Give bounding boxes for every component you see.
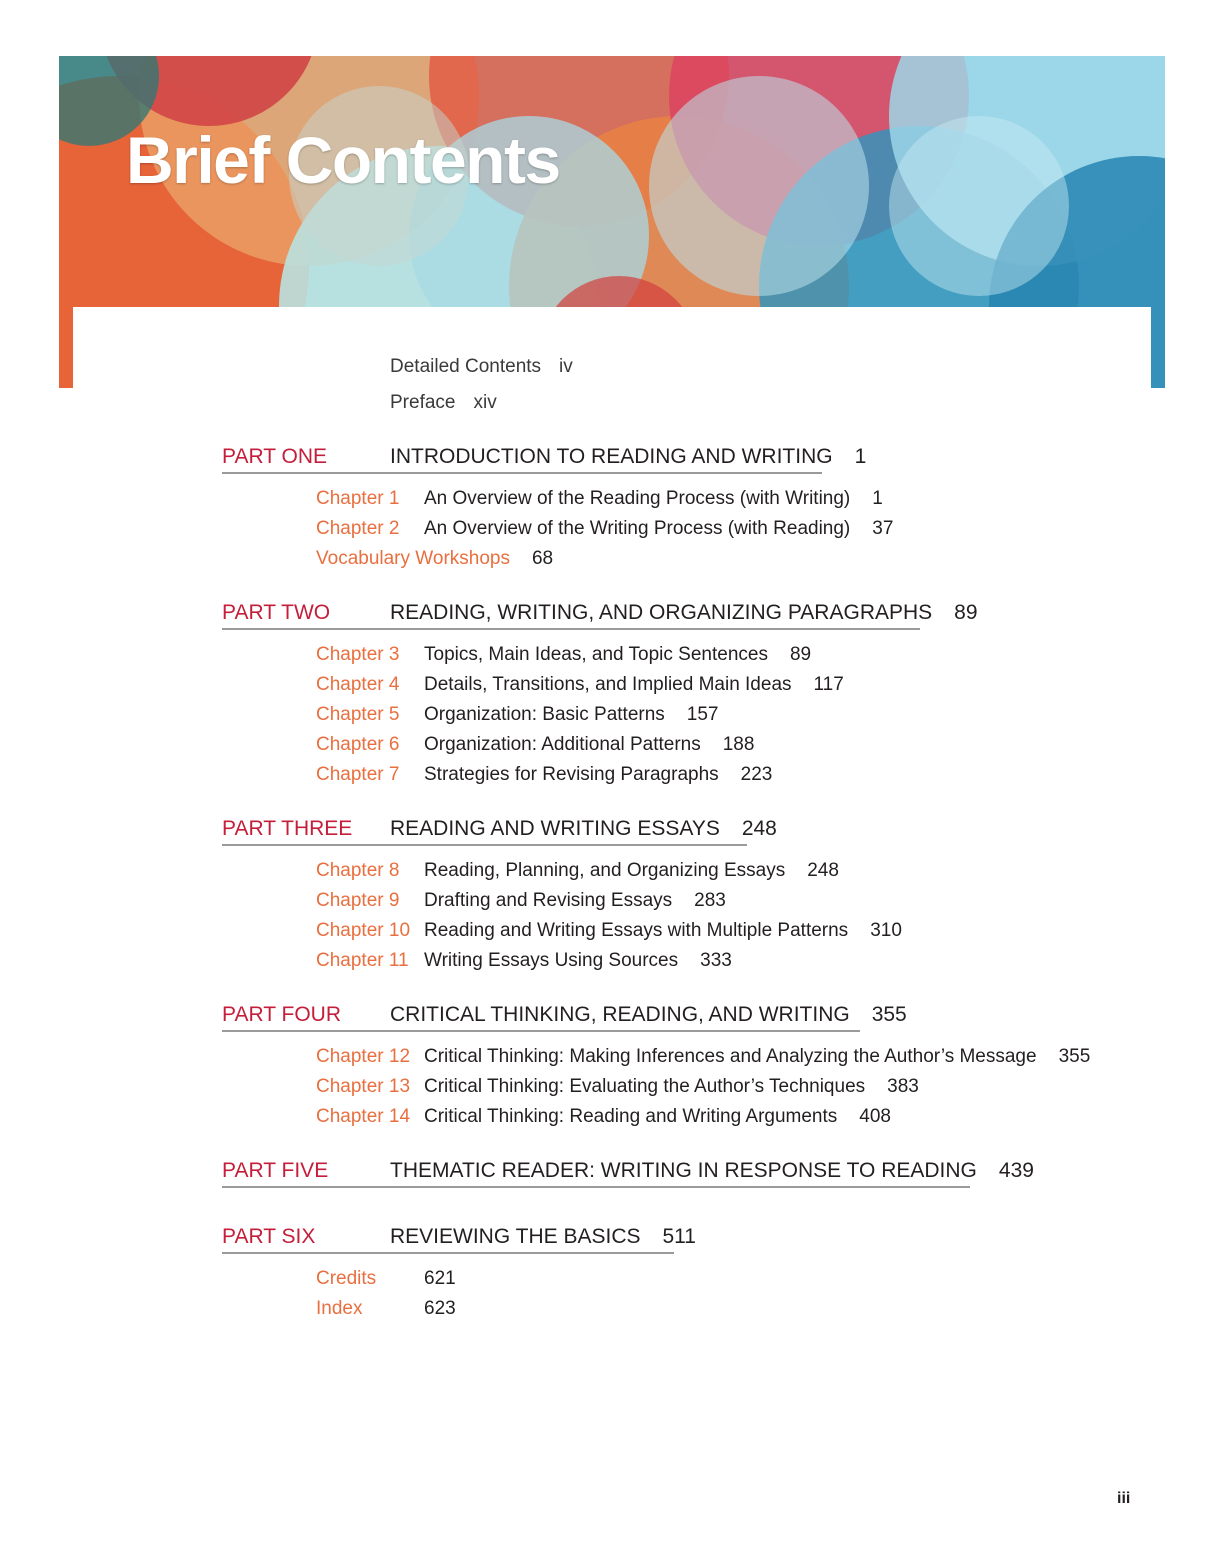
entry-label: Chapter 8 <box>316 860 400 881</box>
part-six-label: PART SIX <box>222 1225 316 1248</box>
entry-page: 355 <box>1058 1046 1091 1067</box>
entry-label: Index <box>316 1298 363 1319</box>
page-title: Brief Contents <box>126 123 560 197</box>
entry-title: Reading, Planning, and Organizing Essays 248 <box>424 860 839 881</box>
entry-label: Chapter 3 <box>316 644 400 665</box>
part-page: 355 <box>871 1003 907 1026</box>
entry-label: Chapter 12 <box>316 1046 411 1067</box>
entry-page: 310 <box>870 920 902 941</box>
entry-page: 89 <box>789 644 812 665</box>
entry-label: Chapter 5 <box>316 704 400 725</box>
entry-page: 283 <box>694 890 726 911</box>
part-one-label: PART ONE <box>222 445 328 468</box>
part-two-title[interactable] <box>390 601 978 625</box>
entry-label: Chapter 7 <box>316 764 400 785</box>
entry-title: Organization: Basic Patterns 157 <box>424 704 719 725</box>
entry-title: Critical Thinking: Making Inferences and Analyzing the Author’s Message 355 <box>424 1046 1091 1067</box>
part-page: 89 <box>954 601 978 624</box>
part-one-title[interactable] <box>390 445 866 469</box>
entry-title: An Overview of the Writing Process (with Reading) 37 <box>424 518 894 539</box>
entry-label: Chapter 10 <box>316 920 411 941</box>
part-four-label: PART FOUR <box>222 1003 342 1026</box>
part-title-text: CRITICAL THINKING, READING, AND WRITING <box>390 1003 850 1026</box>
part-title-text: REVIEWING THE BASICS <box>390 1225 641 1248</box>
entry-label: Chapter 2 <box>316 518 400 539</box>
entry-label: Credits <box>316 1268 377 1289</box>
front-matter-label: Detailed Contents <box>390 356 542 377</box>
entry-label: Chapter 6 <box>316 734 400 755</box>
entry-label: Chapter 1 <box>316 488 400 509</box>
entry-title: Drafting and Revising Essays 283 <box>424 890 726 911</box>
front-matter-detailed-contents[interactable] <box>390 356 573 378</box>
part-divider <box>222 1252 674 1254</box>
entry-page: 623 <box>424 1298 456 1319</box>
entry-title: Details, Transitions, and Implied Main Ideas 117 <box>424 674 844 695</box>
part-page: 439 <box>998 1159 1034 1182</box>
entry-page: 188 <box>722 734 755 755</box>
part-title-text: THEMATIC READER: WRITING IN RESPONSE TO READING <box>390 1159 977 1182</box>
part-page: 1 <box>854 445 867 468</box>
entry-page: 333 <box>700 950 732 971</box>
entry-page: 223 <box>740 764 773 785</box>
entry-title: Writing Essays Using Sources 333 <box>424 950 732 971</box>
content-panel <box>73 307 1151 407</box>
part-two-label: PART TWO <box>222 601 331 624</box>
front-matter-label: Preface <box>390 392 456 413</box>
entry-page: 621 <box>424 1268 456 1289</box>
part-page: 511 <box>662 1225 696 1248</box>
entry-page: 117 <box>813 674 844 695</box>
entry-page: 408 <box>859 1106 891 1127</box>
part-three-label: PART THREE <box>222 817 353 840</box>
part-four-title[interactable] <box>390 1003 907 1027</box>
entry-page: 248 <box>807 860 839 881</box>
entry-title: An Overview of the Reading Process (with Writing) 1 <box>424 488 883 509</box>
entry-label: Chapter 13 <box>316 1076 411 1097</box>
front-matter-preface[interactable] <box>390 392 497 414</box>
entry-title: Topics, Main Ideas, and Topic Sentences 89 <box>424 644 812 665</box>
entry-label: Chapter 4 <box>316 674 400 695</box>
part-three-title[interactable] <box>390 817 777 841</box>
part-title-text: READING AND WRITING ESSAYS <box>390 817 720 840</box>
entry-label: Chapter 14 <box>316 1106 411 1127</box>
entry-label: Chapter 11 <box>316 950 409 971</box>
page-number: iii <box>1117 1490 1131 1507</box>
part-divider <box>222 628 920 630</box>
entry-title: Critical Thinking: Evaluating the Author’s Techniques 383 <box>424 1076 919 1097</box>
entry-label: Chapter 9 <box>316 890 400 911</box>
entry-page: 1 <box>872 488 883 509</box>
entry-title: Critical Thinking: Reading and Writing Arguments 408 <box>424 1106 891 1127</box>
front-matter-page: iv <box>559 356 573 377</box>
part-six-title[interactable] <box>390 1225 696 1249</box>
entry-title: Reading and Writing Essays with Multiple Patterns 310 <box>424 920 902 941</box>
entry-title: Strategies for Revising Paragraphs 223 <box>424 764 773 785</box>
part-title-text: INTRODUCTION TO READING AND WRITING <box>390 445 833 468</box>
entry-label: Vocabulary Workshops 68 <box>316 548 554 569</box>
entry-page: 383 <box>887 1076 919 1097</box>
front-matter-page: xiv <box>473 392 497 413</box>
part-divider <box>222 844 747 846</box>
part-divider <box>222 472 822 474</box>
part-divider <box>222 1030 860 1032</box>
part-five-title[interactable] <box>390 1159 1034 1183</box>
entry-page: 37 <box>872 518 894 539</box>
entry-page: 157 <box>686 704 719 725</box>
entry-page: 68 <box>531 548 554 569</box>
entry-title: Organization: Additional Patterns 188 <box>424 734 755 755</box>
part-page: 248 <box>741 817 777 840</box>
part-title-text: READING, WRITING, AND ORGANIZING PARAGRAPHS <box>390 601 933 624</box>
part-five-label: PART FIVE <box>222 1159 329 1182</box>
part-divider <box>222 1186 970 1188</box>
